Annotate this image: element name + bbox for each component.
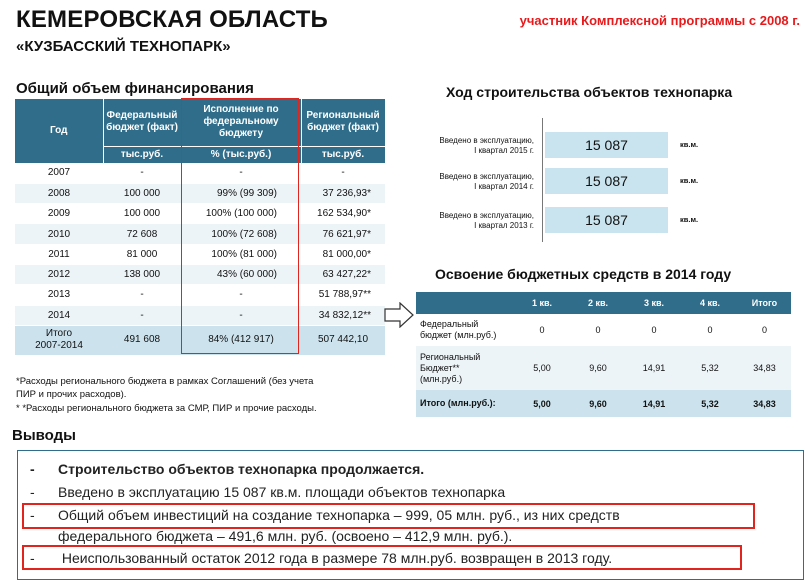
cell-exec: - bbox=[181, 305, 301, 325]
cell-exec: 100% (100 000) bbox=[181, 204, 301, 224]
cell-reg: 162 534,90* bbox=[301, 204, 385, 224]
budget-cell: 34,83 bbox=[738, 390, 791, 417]
total-label-line2: 2007-2014 bbox=[35, 340, 83, 352]
cell-exec: 100% (72 608) bbox=[181, 224, 301, 244]
construction-label bbox=[400, 172, 534, 192]
cell-reg: 81 000,00* bbox=[301, 244, 385, 264]
cell-exec: - bbox=[181, 285, 301, 305]
budget-cell: 14,91 bbox=[626, 346, 682, 390]
note-line: ПИР и прочих расходов). bbox=[16, 389, 127, 400]
conclusion-text: Неиспользованный остаток 2012 года в размере 78 млн.руб. возвращен в 2013 году. bbox=[58, 550, 613, 566]
cell-total-fed: 491 608 bbox=[103, 325, 181, 355]
construction-unit: кв.м. bbox=[680, 215, 699, 224]
cell-year: 2008 bbox=[15, 183, 103, 203]
cell-total-reg: 507 442,10 bbox=[301, 325, 385, 355]
budget-col-q4: 4 кв. bbox=[682, 292, 738, 314]
label-line: бюджет (млн.руб.) bbox=[420, 330, 497, 340]
right-arrow-icon bbox=[384, 302, 414, 328]
cell-year: 2011 bbox=[15, 244, 103, 264]
cell-fed: 81 000 bbox=[103, 244, 181, 264]
note-line: * *Расходы регионального бюджета за СМР, ПИР и прочие расходы. bbox=[16, 403, 317, 414]
conclusion-text: Общий объем инвестиций на создание технопарка – 999, 05 млн. руб., из них средств bbox=[58, 507, 620, 523]
cell-exec: 43% (60 000) bbox=[181, 264, 301, 284]
cell-year: 2013 bbox=[15, 285, 103, 305]
cell-fed: - bbox=[103, 163, 181, 183]
financing-notes bbox=[16, 375, 317, 415]
label-line: (млн.руб.) bbox=[420, 373, 463, 384]
label-line2: I квартал 2013 г. bbox=[474, 221, 534, 230]
cell-total-label bbox=[15, 325, 103, 355]
budget-row-label bbox=[416, 314, 514, 346]
col-fed-header: Федеральный бюджет (факт) bbox=[103, 99, 181, 146]
execution-highlight-frame bbox=[181, 98, 299, 354]
label-line1: Введено в эксплуатацию, bbox=[439, 136, 534, 145]
budget-col-label bbox=[416, 292, 514, 314]
cell-total-exec: 84% (412 917) bbox=[181, 325, 301, 355]
budget-cell: 5,00 bbox=[514, 390, 570, 417]
budget-cell: 0 bbox=[682, 314, 738, 346]
cell-year: 2010 bbox=[15, 224, 103, 244]
budget-cell: 9,60 bbox=[570, 346, 626, 390]
financing-heading: Общий объем финансирования bbox=[16, 80, 254, 97]
cell-reg: 51 788,97** bbox=[301, 285, 385, 305]
construction-value: 15 087 bbox=[545, 168, 668, 194]
budget-col-q2: 2 кв. bbox=[570, 292, 626, 314]
budget-cell: 0 bbox=[570, 314, 626, 346]
conclusion-item bbox=[30, 461, 424, 477]
unit-exec: % (тыс.руб.) bbox=[181, 146, 301, 163]
label-line2: I квартал 2015 г. bbox=[474, 146, 534, 155]
construction-unit: кв.м. bbox=[680, 140, 699, 149]
construction-label bbox=[400, 211, 534, 231]
bullet-dash: - bbox=[30, 461, 35, 477]
cell-reg: 63 427,22* bbox=[301, 264, 385, 284]
cell-fed: 100 000 bbox=[103, 183, 181, 203]
cell-exec: 100% (81 000) bbox=[181, 244, 301, 264]
total-label-line1: Итого bbox=[45, 328, 73, 340]
budget-cell: 14,91 bbox=[626, 390, 682, 417]
construction-row bbox=[400, 205, 800, 235]
table-row bbox=[416, 346, 791, 390]
budget-col-q1: 1 кв. bbox=[514, 292, 570, 314]
remainder-highlight-frame bbox=[22, 545, 742, 570]
note-line: *Расходы регионального бюджета в рамках Соглашений (без учета bbox=[16, 376, 314, 387]
cell-reg: 34 832,12** bbox=[301, 305, 385, 325]
col-exec-header: Исполнение по федеральному бюджету bbox=[181, 99, 301, 146]
col-reg-header: Региональный бюджет (факт) bbox=[301, 99, 385, 146]
conclusion-text: Введено в эксплуатацию 15 087 кв.м. площади объектов технопарка bbox=[58, 484, 506, 500]
budget-table bbox=[416, 292, 791, 417]
budget-col-q3: 3 кв. bbox=[626, 292, 682, 314]
cell-year: 2007 bbox=[15, 163, 103, 183]
conclusion-item bbox=[30, 484, 505, 500]
budget-col-total: Итого bbox=[738, 292, 791, 314]
region-title: КЕМЕРОВСКАЯ ОБЛАСТЬ bbox=[16, 6, 329, 33]
construction-unit: кв.м. bbox=[680, 176, 699, 185]
construction-label bbox=[400, 136, 534, 156]
construction-row bbox=[400, 166, 800, 196]
label-line: Бюджет** bbox=[420, 362, 460, 373]
investment-highlight-frame bbox=[22, 503, 755, 529]
budget-cell: 5,32 bbox=[682, 346, 738, 390]
bullet-dash: - bbox=[30, 550, 35, 566]
cell-fed: 100 000 bbox=[103, 204, 181, 224]
cell-reg: - bbox=[301, 163, 385, 183]
construction-row bbox=[400, 130, 800, 160]
label-line: Региональный bbox=[420, 351, 481, 362]
cell-fed: 138 000 bbox=[103, 264, 181, 284]
cell-exec: 99% (99 309) bbox=[181, 183, 301, 203]
budget-row-label bbox=[416, 346, 514, 390]
cell-reg: 76 621,97* bbox=[301, 224, 385, 244]
conclusion-text: Строительство объектов технопарка продолжается. bbox=[58, 461, 425, 477]
table-row bbox=[416, 390, 791, 417]
conclusions-heading: Выводы bbox=[12, 427, 76, 444]
cell-year: 2012 bbox=[15, 264, 103, 284]
unit-reg: тыс.руб. bbox=[301, 146, 385, 163]
unit-fed: тыс.руб. bbox=[103, 146, 181, 163]
cell-fed: - bbox=[103, 305, 181, 325]
budget-cell: 5,00 bbox=[514, 346, 570, 390]
conclusion-item-continued bbox=[30, 528, 512, 544]
table-row bbox=[416, 314, 791, 346]
label-line1: Введено в эксплуатацию, bbox=[439, 172, 534, 181]
participant-note: участник Комплексной программы с 2008 г. bbox=[519, 13, 800, 28]
budget-cell: 0 bbox=[738, 314, 791, 346]
construction-value: 15 087 bbox=[545, 132, 668, 158]
cell-fed: - bbox=[103, 285, 181, 305]
label-line: Федеральный bbox=[420, 319, 479, 329]
col-year-header: Год bbox=[15, 99, 103, 163]
budget-cell: 9,60 bbox=[570, 390, 626, 417]
conclusion-text: федерального бюджета – 491,6 млн. руб. (освоено – 412,9 млн. руб.). bbox=[58, 528, 513, 544]
technopark-subtitle: «КУЗБАССКИЙ ТЕХНОПАРК» bbox=[16, 38, 231, 55]
construction-heading: Ход строительства объектов технопарка bbox=[446, 84, 733, 100]
budget-cell: 34,83 bbox=[738, 346, 791, 390]
budget-cell: 0 bbox=[514, 314, 570, 346]
cell-fed: 72 608 bbox=[103, 224, 181, 244]
budget-row-label: Итого (млн.руб.): bbox=[416, 390, 514, 417]
construction-value: 15 087 bbox=[545, 207, 668, 233]
budget-cell: 5,32 bbox=[682, 390, 738, 417]
bullet-dash: - bbox=[30, 507, 35, 523]
cell-year: 2014 bbox=[15, 305, 103, 325]
cell-year: 2009 bbox=[15, 204, 103, 224]
bullet-dash: - bbox=[30, 484, 35, 500]
budget-heading: Освоение бюджетных средств в 2014 году bbox=[435, 266, 732, 282]
cell-reg: 37 236,93* bbox=[301, 183, 385, 203]
budget-cell: 0 bbox=[626, 314, 682, 346]
label-line1: Введено в эксплуатацию, bbox=[439, 211, 534, 220]
label-line2: I квартал 2014 г. bbox=[474, 182, 534, 191]
cell-exec: - bbox=[181, 163, 301, 183]
